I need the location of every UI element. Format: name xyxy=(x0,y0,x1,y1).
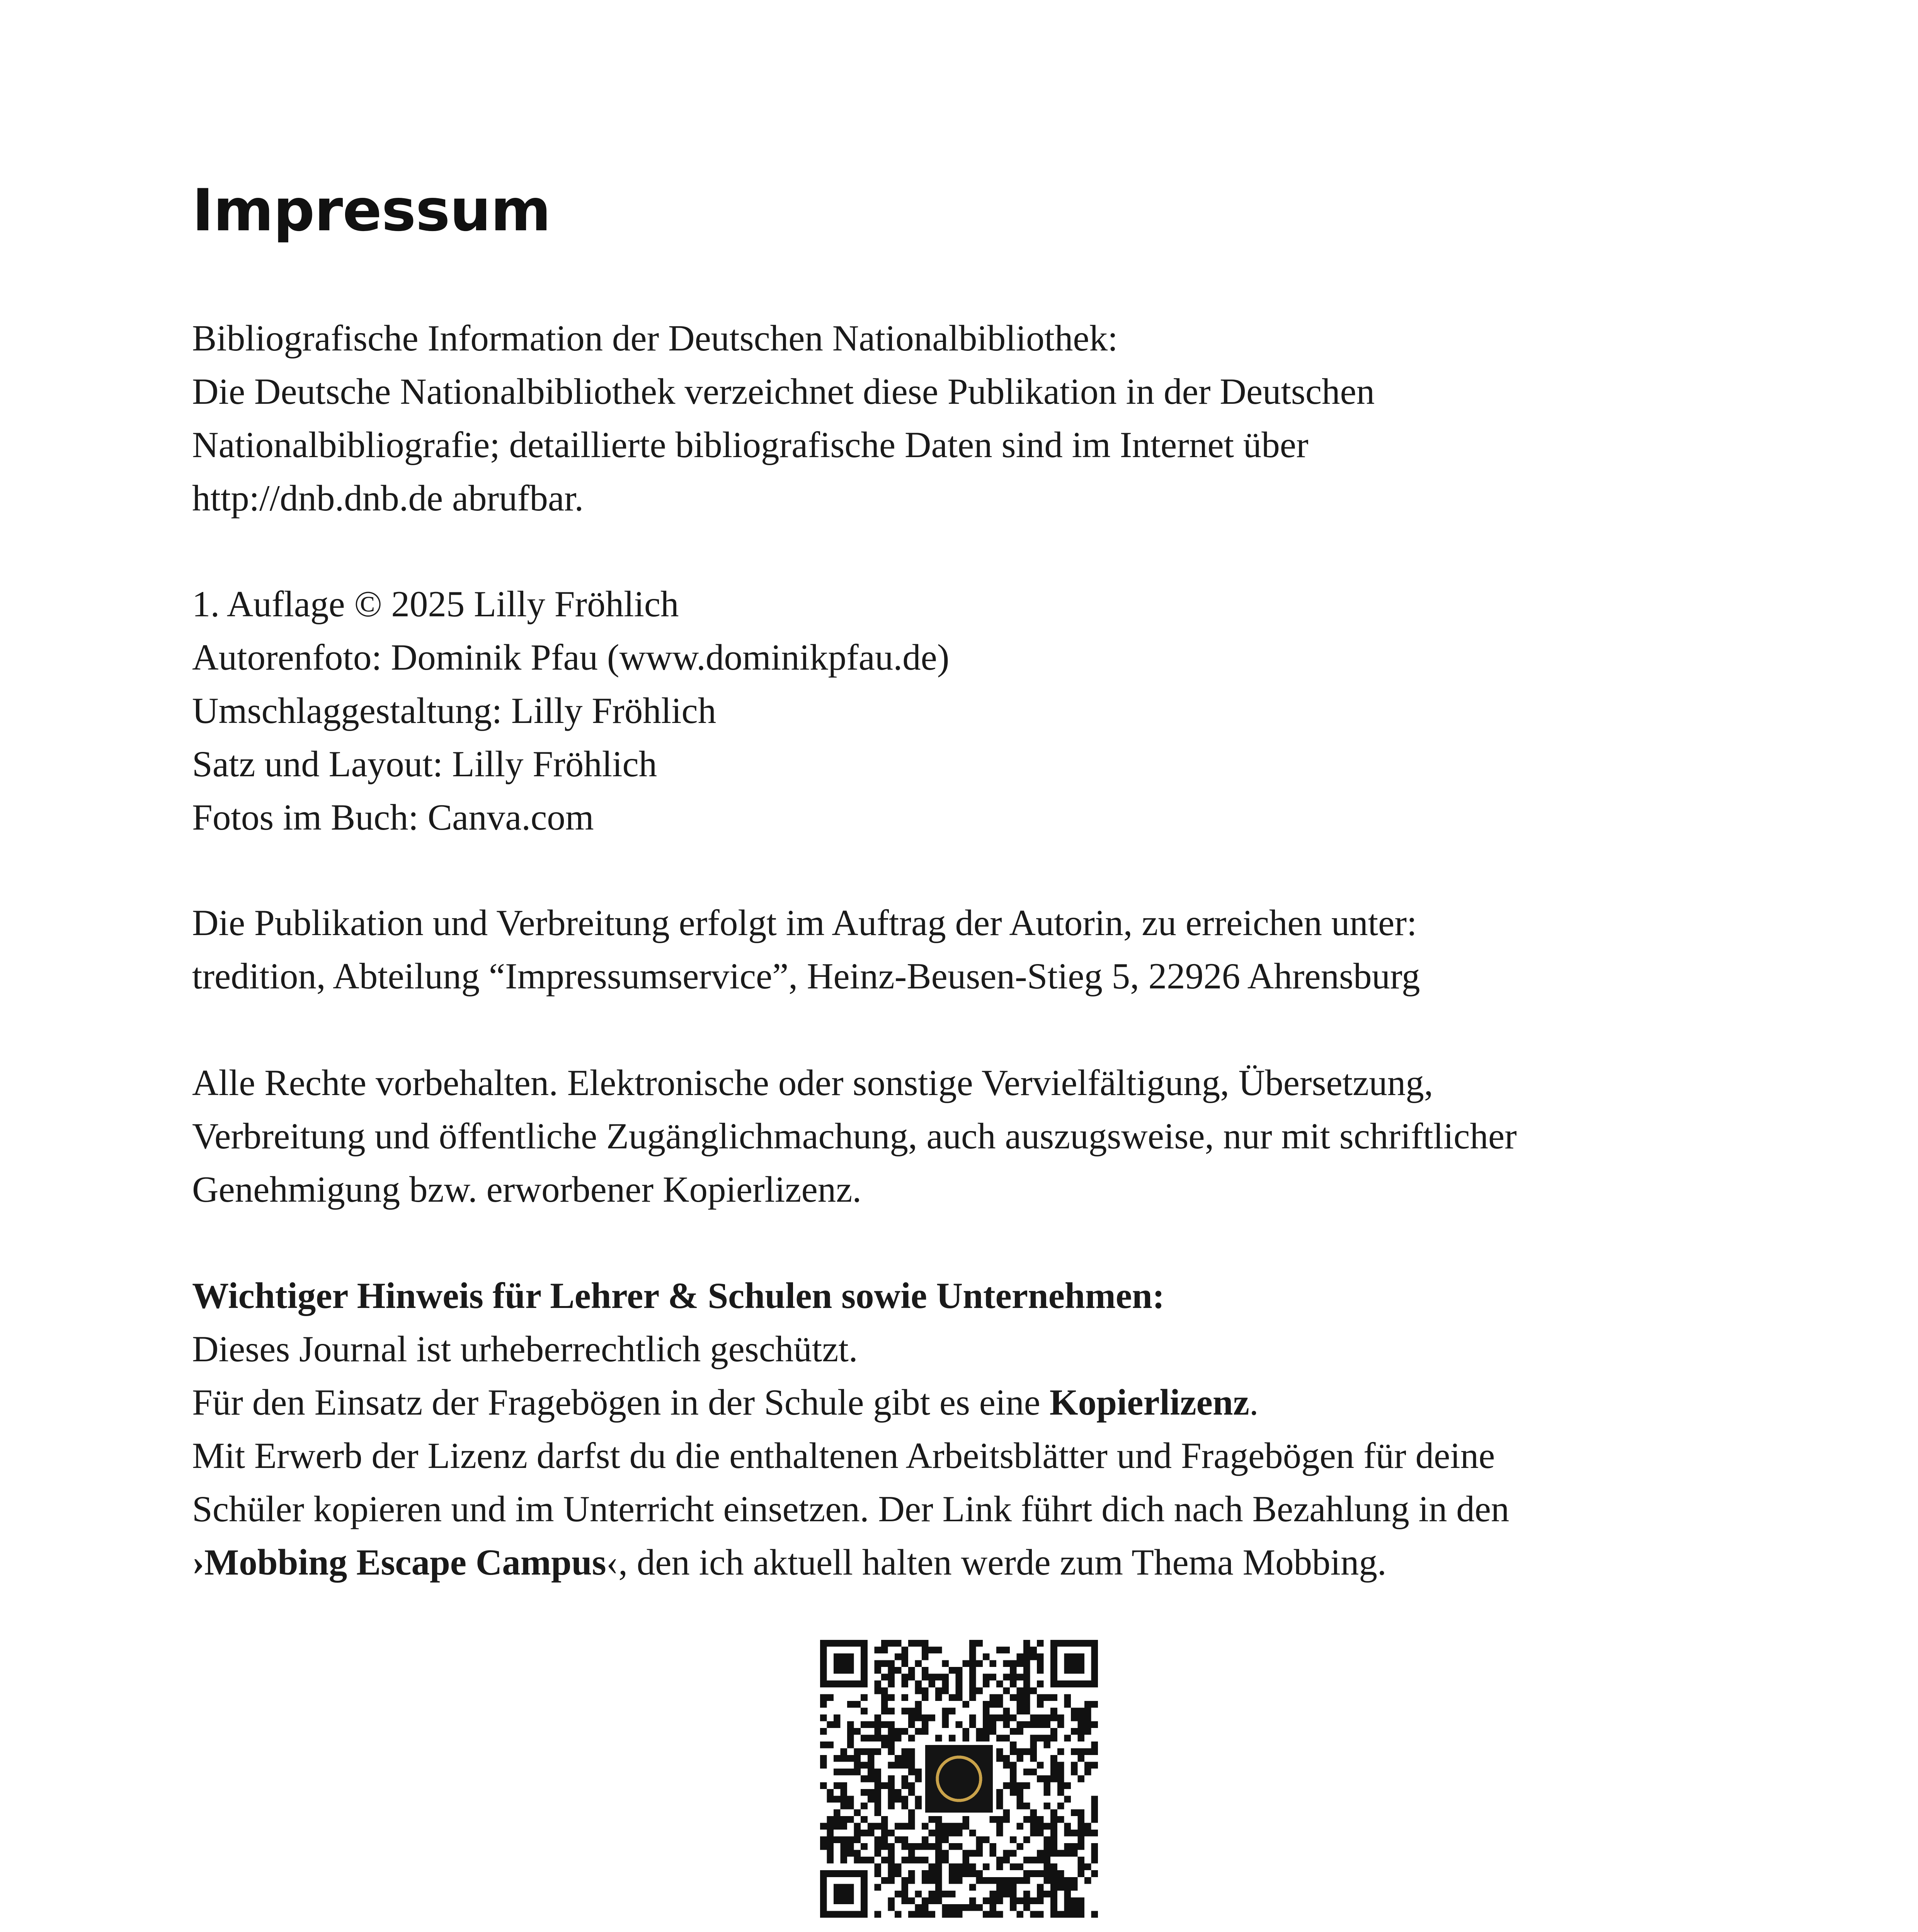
rights-line: Genehmigung bzw. erworbener Kopierlizenz. xyxy=(192,1169,862,1210)
notice-line xyxy=(192,1536,1742,1589)
notice-text: ‹, den ich aktuell halten werde zum Thema Mobbing. xyxy=(606,1542,1387,1583)
layout-line: Satz und Layout: Lilly Fröhlich xyxy=(192,743,657,784)
campus-name: ›Mobbing Escape Campus xyxy=(192,1542,606,1583)
publication-line: Die Publikation und Verbreitung erfolgt im Auftrag der Autorin, zu erreichen unter: xyxy=(192,902,1417,943)
qr-logo xyxy=(925,1745,993,1813)
notice-heading: Wichtiger Hinweis für Lehrer & Schulen sowie Unternehmen: xyxy=(192,1275,1165,1316)
notice-section xyxy=(192,1269,1742,1589)
copy-license-term: Kopierlizenz xyxy=(1049,1382,1249,1423)
author-photo-line: Autorenfoto: Dominik Pfau (www.dominikpfau.de) xyxy=(192,637,950,678)
notice-text: Für den Einsatz der Fragebögen in der Schule gibt es eine xyxy=(192,1382,1050,1423)
bibliographic-section xyxy=(192,311,1742,525)
notice-line: Mit Erwerb der Lizenz darfst du die enthaltenen Arbeitsblätter und Fragebögen für deine xyxy=(192,1435,1495,1476)
cover-design-line: Umschlaggestaltung: Lilly Fröhlich xyxy=(192,690,716,731)
notice-line: Dieses Journal ist urheberrechtlich geschützt. xyxy=(192,1328,858,1369)
bibliographic-line: Bibliografische Information der Deutschen Nationalbibliothek: xyxy=(192,318,1118,359)
page-title: Impressum xyxy=(192,177,551,244)
credits-section xyxy=(192,577,1742,844)
rights-line: Verbreitung und öffentliche Zugänglichmachung, auch auszugsweise, nur mit schriftlicher xyxy=(192,1116,1517,1156)
publication-line: tredition, Abteilung “Impressumservice”, Heinz-Beusen-Stieg 5, 22926 Ahrensburg xyxy=(192,956,1420,997)
edition-line: 1. Auflage © 2025 Lilly Fröhlich xyxy=(192,583,679,624)
bibliographic-line: http://dnb.dnb.de abrufbar. xyxy=(192,478,584,519)
bibliographic-line: Die Deutsche Nationalbibliothek verzeichnet diese Publikation in der Deutschen xyxy=(192,371,1375,412)
notice-line xyxy=(192,1376,1742,1429)
rights-line: Alle Rechte vorbehalten. Elektronische oder sonstige Vervielfältigung, Übersetzung, xyxy=(192,1062,1433,1103)
qr-code-icon[interactable] xyxy=(820,1640,1098,1918)
publication-section xyxy=(192,896,1742,1003)
bibliographic-line: Nationalbibliografie; detaillierte bibliografische Daten sind im Internet über xyxy=(192,424,1309,465)
notice-text: . xyxy=(1249,1382,1259,1423)
rights-section xyxy=(192,1056,1742,1216)
photos-line: Fotos im Buch: Canva.com xyxy=(192,797,594,838)
notice-line: Schüler kopieren und im Unterricht einsetzen. Der Link führt dich nach Bezahlung in den xyxy=(192,1488,1510,1529)
